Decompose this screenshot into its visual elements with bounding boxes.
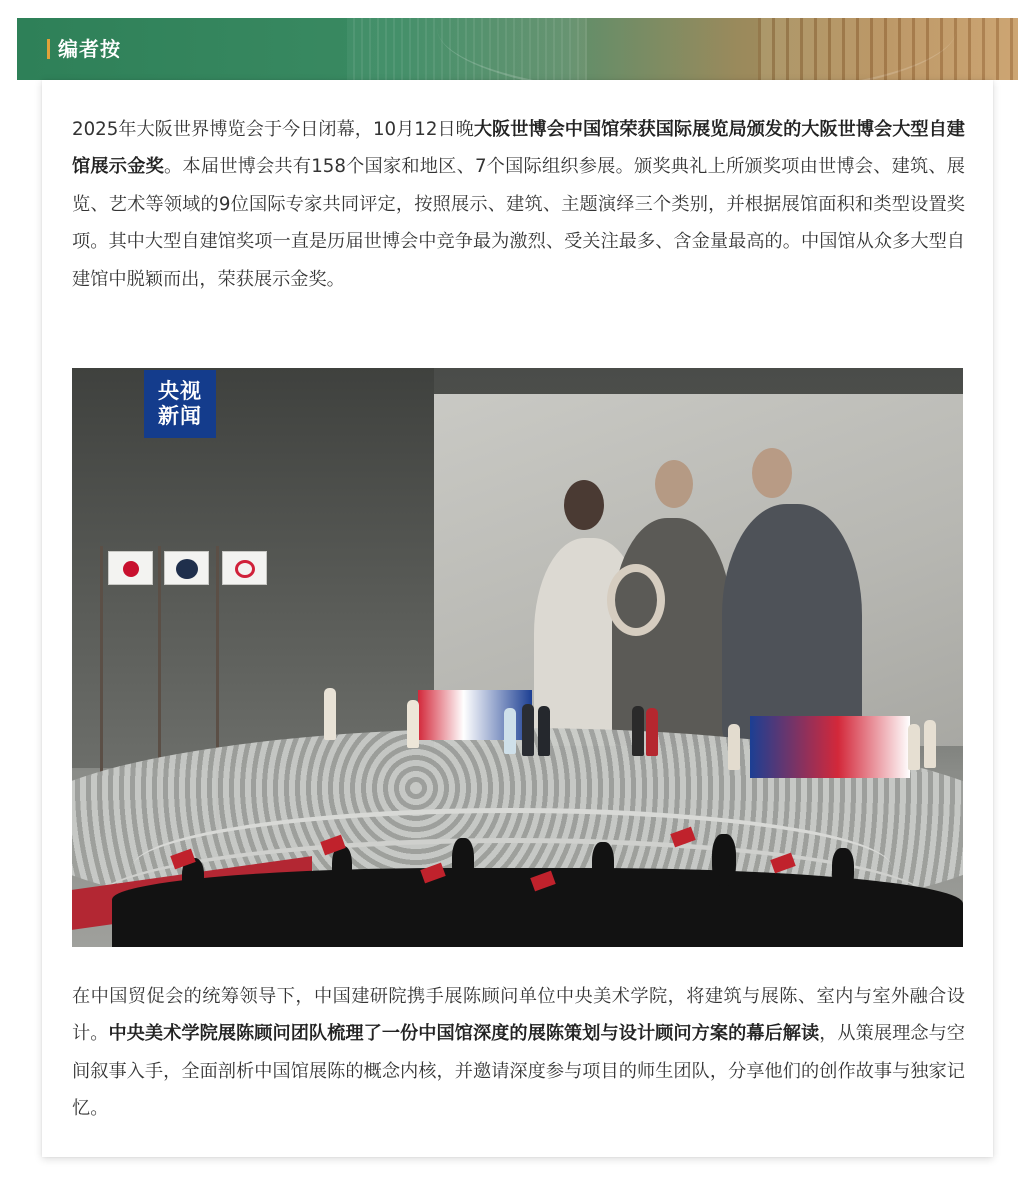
photo-award-ring	[607, 564, 665, 636]
photo-screen-head-1	[564, 480, 604, 530]
section-title: 编者按	[58, 37, 121, 61]
photo-stage-figure	[522, 704, 534, 756]
photo-stage-banner	[750, 716, 910, 778]
photo-crowd-hand	[592, 842, 614, 888]
photo-stage-figure	[728, 724, 740, 770]
photo-stage-figure	[924, 720, 936, 768]
body-bold-highlight: 中央美术学院展陈顾问团队梳理了一份中国馆深度的展陈策划与设计顾问方案的幕后解读	[108, 1023, 820, 1045]
editor-note-banner	[17, 18, 1018, 80]
article-card	[42, 80, 993, 1157]
photo-screen-head-2	[655, 460, 693, 508]
expo-flag-icon	[222, 551, 267, 585]
photo-screen-person-3	[722, 504, 862, 746]
body-text-2: ，从策展理念与空间叙事入手，全面剖析中国馆展陈的概念内核，并邀请深度参与项目的师生团队，分享他们的创作故事与独家记忆。	[72, 1023, 965, 1120]
photo-screen-head-3	[752, 448, 792, 498]
accent-bar-icon	[47, 39, 50, 59]
logo-line-1: 央视	[158, 379, 202, 403]
award-ceremony-photo	[72, 368, 963, 947]
photo-stage-figure	[538, 706, 550, 756]
photo-stage-figure	[646, 708, 658, 756]
intro-bold-highlight: 大阪世博会中国馆荣获国际展览局颁发的大阪世博会大型自建馆展示金奖	[72, 119, 965, 178]
logo-line-2: 新闻	[158, 404, 202, 428]
photo-stage-figure	[632, 706, 644, 756]
photo-crowd-hand	[332, 846, 352, 890]
photo-stage-figure	[324, 688, 336, 740]
bie-flag-icon	[164, 551, 209, 585]
cctv-news-logo	[144, 370, 216, 438]
intro-paragraph	[72, 111, 965, 298]
body-paragraph	[72, 978, 965, 1128]
photo-stage-figure	[407, 700, 419, 748]
photo-crowd-hand	[712, 834, 736, 886]
photo-stage-figure	[908, 724, 920, 770]
photo-stage-figure	[504, 708, 516, 754]
photo-crowd-hand	[832, 848, 854, 892]
japan-flag-icon	[108, 551, 153, 585]
body-text-1: 在中国贸促会的统筹领导下，中国建研院携手展陈顾问单位中央美术学院，将建筑与展陈、室内与室外融合设计。	[72, 986, 965, 1045]
intro-text-2: 。本届世博会共有158个国家和地区、7个国际组织参展。颁奖典礼上所颁奖项由世博会、建筑、展览、艺术等领域的9位国际专家共同评定，按照展示、建筑、主题演绎三个类别，并根据展馆面积和类型设置奖项。其中大型自建馆奖项一直是历届世博会中竞争最为激烈、受关注最多、含金量最高的。中国馆从众多大型自建馆中脱颖而出，荣获展示金奖。	[72, 156, 965, 290]
banner-wood-decoration	[758, 18, 1018, 80]
photo-crowd-hand	[452, 838, 474, 886]
intro-text-1: 2025年大阪世界博览会于今日闭幕，10月12日晚	[72, 119, 474, 140]
